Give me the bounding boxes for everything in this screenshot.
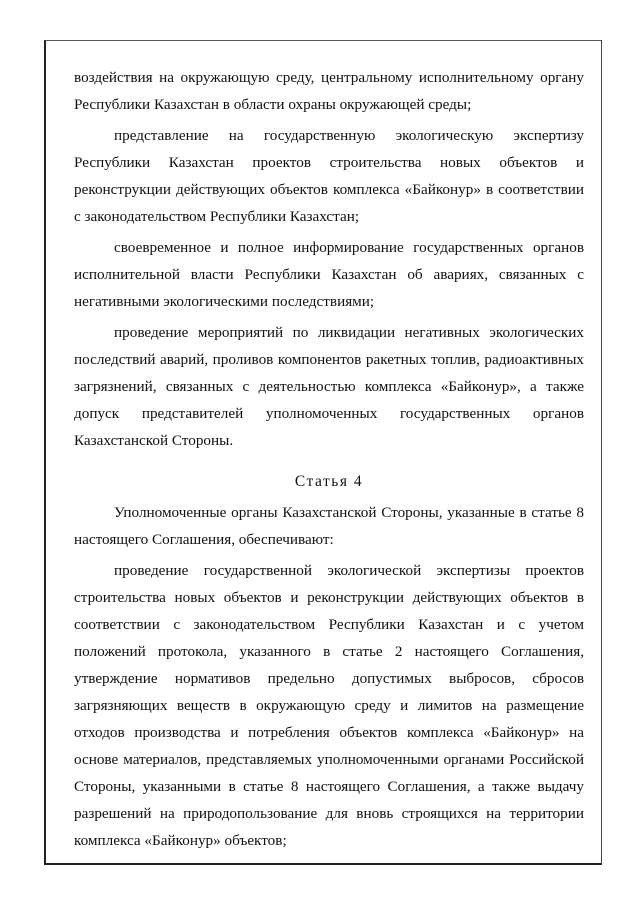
paragraph: представление на государственную экологическую экспертизу Республики Казахстан проектов строительства новых объектов и реконструкции действующих объектов комплекса «Байконур» в соответствии с законодательством Республики Казахстан;: [74, 127, 584, 225]
paragraph: Уполномоченные органы Казахстанской Стороны, указанные в статье 8 настоящего Соглашения, обеспечивают:: [74, 504, 584, 548]
paragraph: проведение государственной экологической экспертизы проектов строительства новых объектов и реконструкции действующих объектов в соответствии с законодательством Республики Казахстан и с учетом положений протокола, указанного в статье 2 настоящего Соглашения, утверждение нормативов предельно допустимых выбросов, сбросов загрязняющих веществ в окружающую среду и лимитов на размещение отходов производства и потребления объектов комплекса «Байконур» на основе материалов, представляемых уполномоченными органами Российской Стороны, указанными в статье 8 настоящего Соглашения, а также выдачу разрешений на природопользование для вновь строящихся на территории комплекса «Байконур» объектов;: [74, 562, 584, 849]
article-heading: Статья 4: [294, 473, 364, 490]
paragraph: проведение мероприятий по ликвидации негативных экологических последствий аварий, проливов компонентов ракетных топлив, радиоактивных загрязнений, связанных с деятельностью комплекса «Байконур», а также допуск представителей уполномоченных государственных органов Казахстанской Стороны.: [74, 324, 584, 449]
document-body: [74, 64, 584, 858]
paragraph: своевременное и полное информирование государственных органов исполнительной власти Республики Казахстан об авариях, связанных с негативными экологическими последствиями;: [74, 239, 584, 310]
paragraph: воздействия на окружающую среду, центральному исполнительному органу Республики Казахстан в области охраны окружающей среды;: [74, 69, 584, 113]
